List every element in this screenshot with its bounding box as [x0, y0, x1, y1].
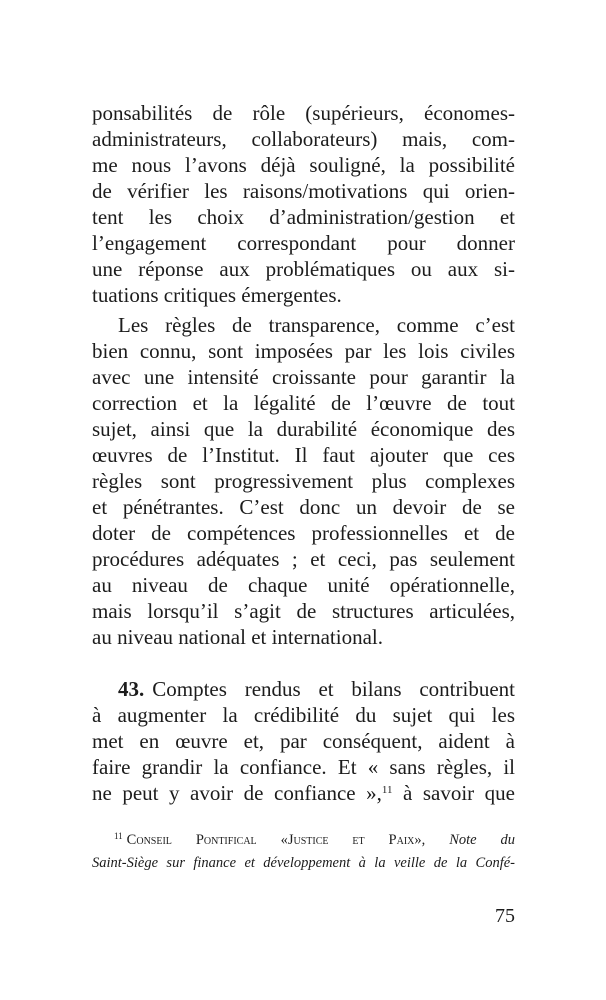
- paragraph-43: [92, 676, 515, 806]
- footnote-reference[interactable]: 11: [381, 784, 393, 796]
- text-line: une réponse aux problématiques ou aux si-: [92, 257, 515, 281]
- text-fragment: à savoir que: [392, 781, 515, 805]
- text-line: au niveau national et international.: [92, 625, 383, 649]
- text-line: doter de compétences professionnelles et de: [92, 521, 515, 545]
- text-fragment: Comptes rendus et bilans contribuent: [152, 677, 515, 701]
- text-line: administrateurs, collaborateurs) mais, com-: [92, 127, 515, 151]
- text-line: et pénétrantes. C’est donc un devoir de se: [92, 495, 515, 519]
- text-line: à augmenter la crédibilité du sujet qui les: [92, 703, 515, 727]
- text-line: avec une intensité croissante pour garantir la: [92, 365, 515, 389]
- text-line: ponsabilités de rôle (supérieurs, économes-: [92, 101, 515, 125]
- text-line: tent les choix d’administration/gestion et: [92, 205, 515, 229]
- paragraph-continued: [92, 100, 515, 308]
- text-line: œuvres de l’Institut. Il faut ajouter que ces: [92, 443, 515, 467]
- footnote-line: Saint-Siège sur finance et développement à la veille de la Confé-: [92, 855, 515, 871]
- text-line: [92, 676, 515, 702]
- paragraph-number: 43.: [118, 677, 145, 701]
- footnote-title: Note du: [449, 832, 516, 848]
- page-number: 75: [495, 905, 515, 927]
- footnote-author: Conseil Pontifical «Justice et Paix»,: [126, 832, 426, 848]
- text-line: me nous l’avons déjà souligné, la possibilité: [92, 153, 515, 177]
- text-line: met en œuvre et, par conséquent, aident à: [92, 729, 515, 753]
- text-line: faire grandir la confiance. Et « sans règles, il: [92, 755, 515, 779]
- text-line: sujet, ainsi que la durabilité économique des: [92, 417, 515, 441]
- text-line: de vérifier les raisons/motivations qui orien-: [92, 179, 515, 203]
- text-line: règles sont progressivement plus complexes: [92, 469, 515, 493]
- text-line: bien connu, sont imposées par les lois civiles: [92, 339, 515, 363]
- text-line: tuations critiques émergentes.: [92, 283, 342, 307]
- text-line: procédures adéquates ; et ceci, pas seulement: [92, 547, 515, 571]
- text-fragment: ne peut y avoir de confiance »,: [92, 781, 382, 805]
- text-line: correction et la légalité de l’œuvre de tout: [92, 391, 515, 415]
- text-line: Les règles de transparence, comme c’est: [118, 313, 515, 337]
- paragraph-transparence: [92, 312, 515, 650]
- footnote-number: 11: [114, 831, 123, 841]
- text-line: au niveau de chaque unité opérationnelle,: [92, 573, 515, 597]
- text-line: [92, 780, 515, 806]
- text-line: l’engagement correspondant pour donner: [92, 231, 515, 255]
- text-line: mais lorsqu’il s’agit de structures articulées,: [92, 599, 515, 623]
- footnote-line: [92, 829, 515, 852]
- footnote: [92, 829, 515, 875]
